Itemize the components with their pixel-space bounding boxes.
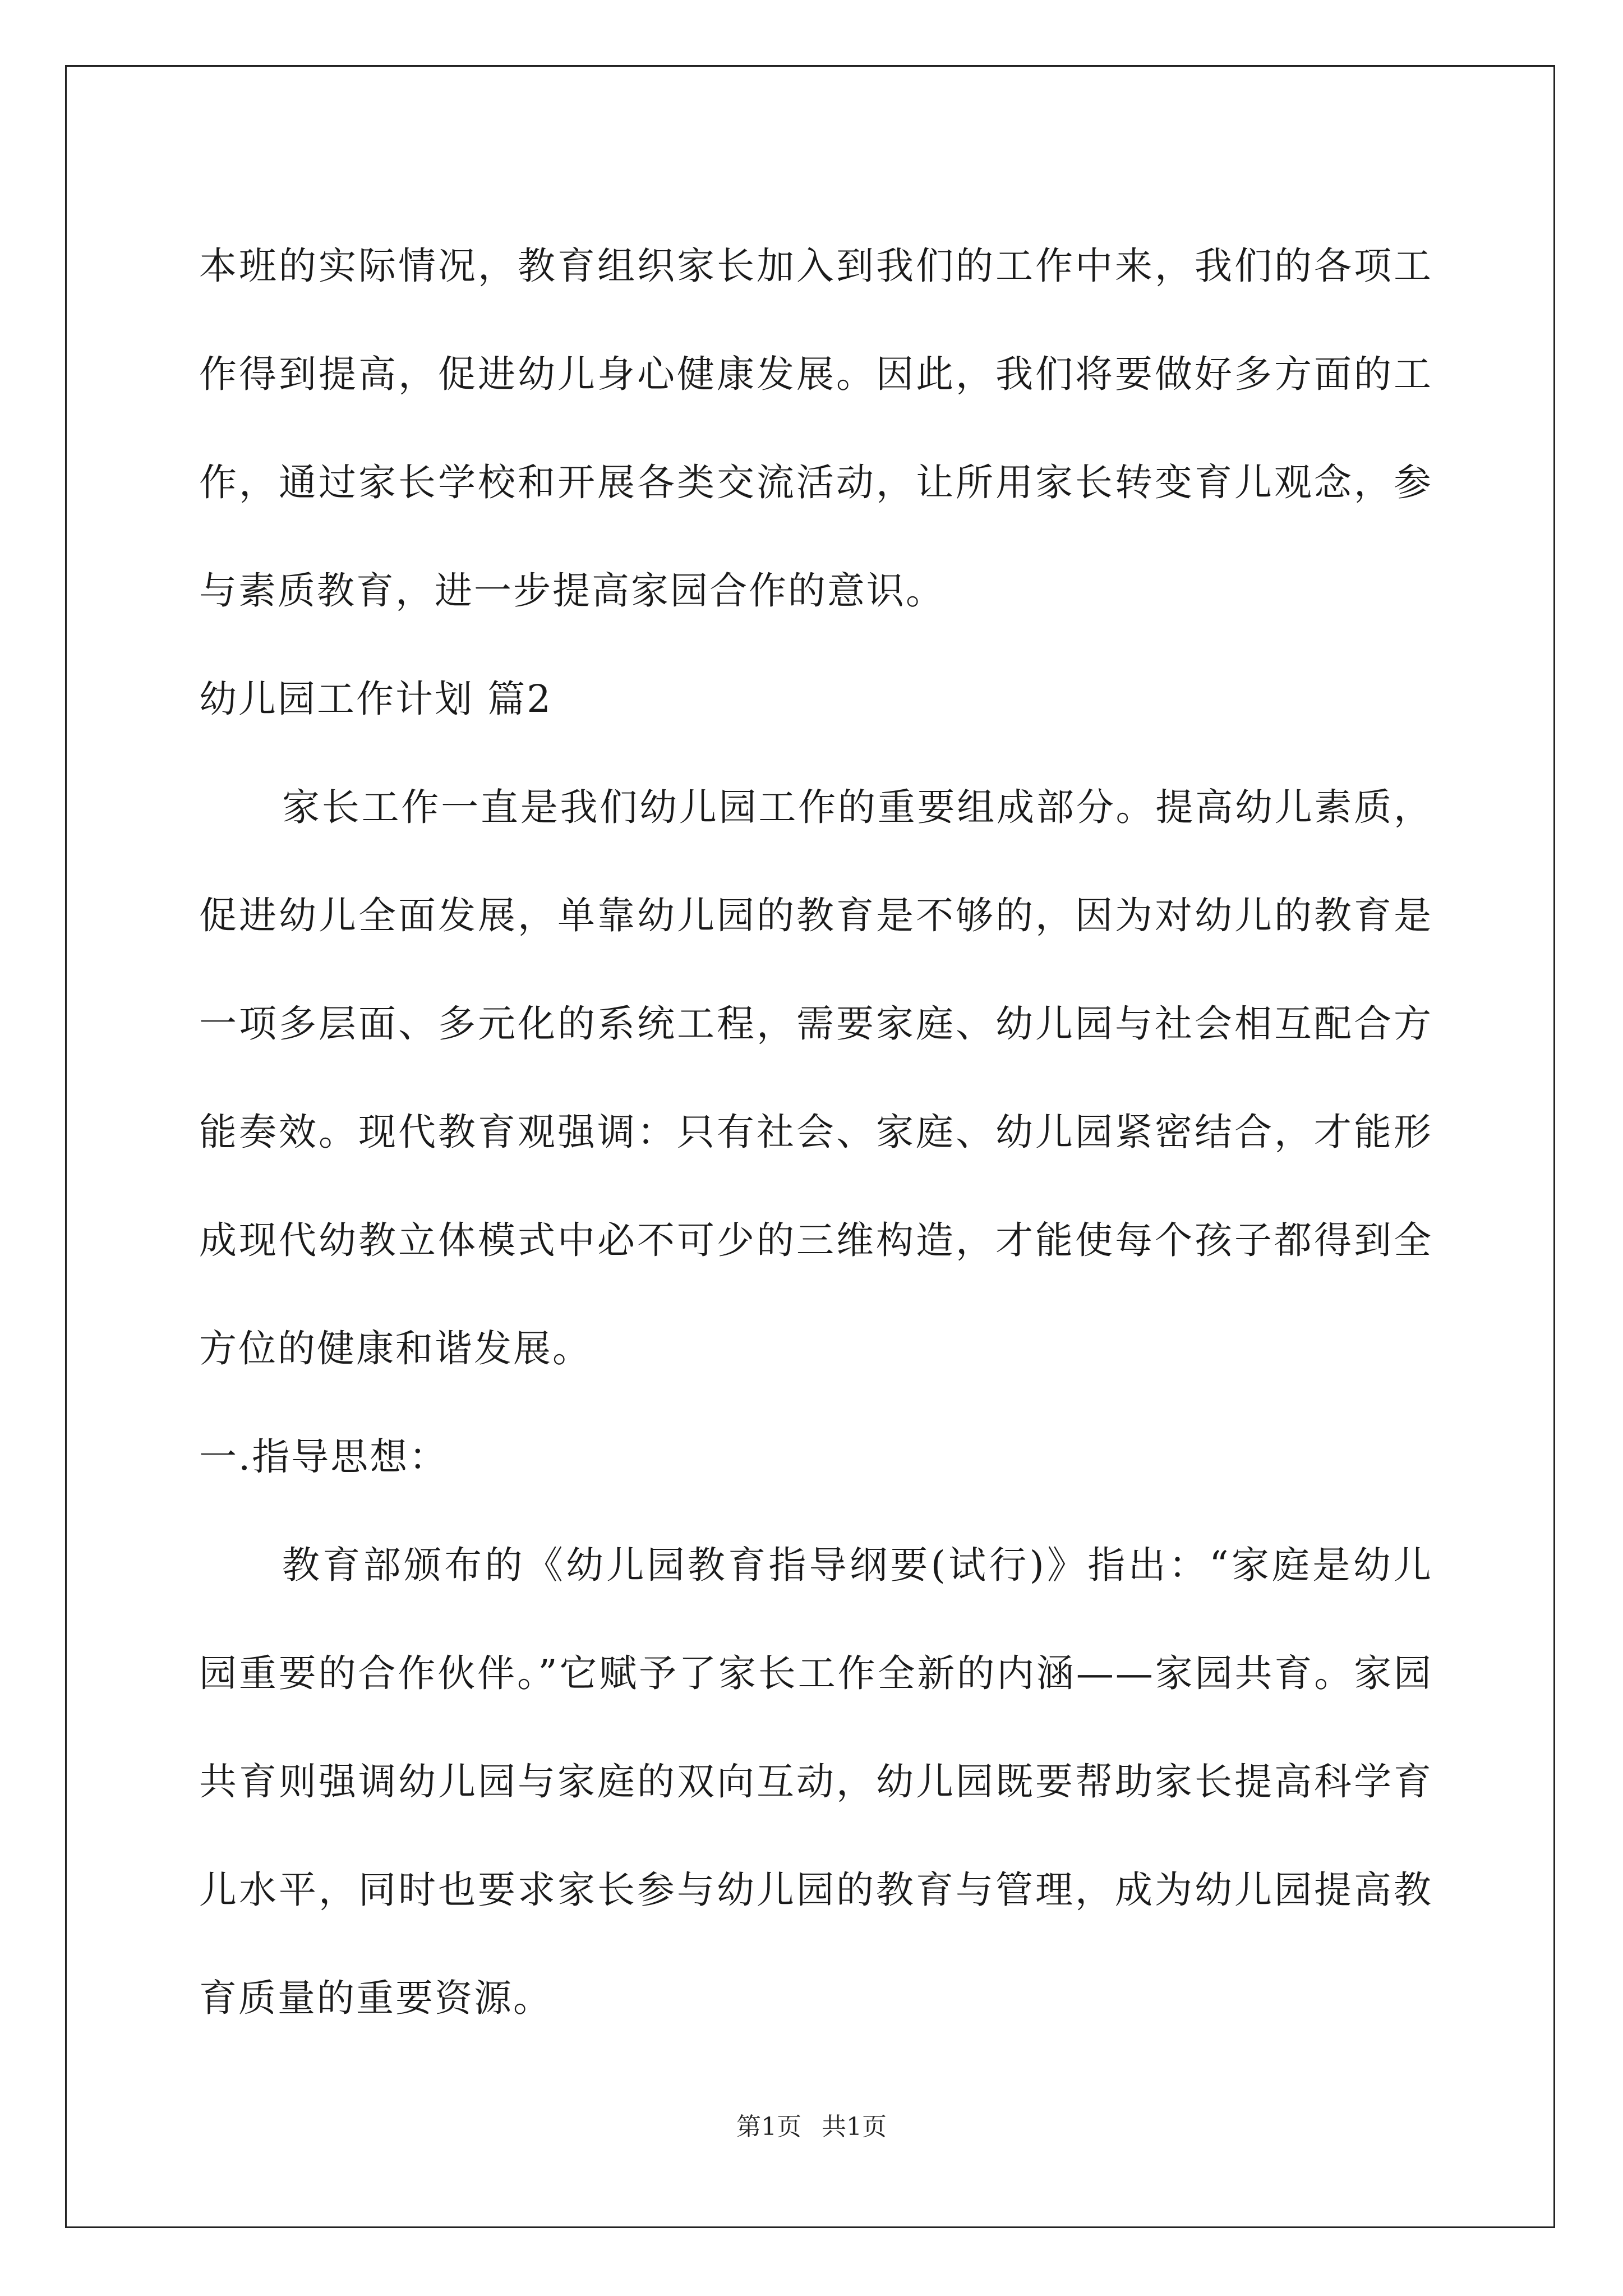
paragraph-parent-work: 家长工作一直是我们幼儿园工作的重要组成部分。提高幼儿素质，促进幼儿全面发展，单靠幼儿园的教育是不够的，因为对幼儿的教育是一项多层面、多元化的系统工程，需要家庭、幼儿园与社会相互配合方能奏效。现代教育观强调：只有社会、家庭、幼儿园紧密结合，才能形成现代幼教立体模式中必不可少的三维构造，才能使每个孩子都得到全方位的健康和谐发展。 <box>199 785 1433 1370</box>
subheading-guiding-thought: 一.指导思想： <box>199 1435 449 1479</box>
section-heading: 幼儿园工作计划 篇2 <box>199 677 552 721</box>
page-footer <box>0 2110 1623 2144</box>
page-number-total: 共1页 <box>822 2113 887 2141</box>
document-body <box>199 212 1433 2053</box>
page-number-current: 第1页 <box>736 2113 801 2141</box>
paragraph-guideline: 教育部颁布的《幼儿园教育指导纲要(试行)》指出：“家庭是幼儿园重要的合作伙伴。”它赋予了家长工作全新的内涵——家园共育。家园共育则强调幼儿园与家庭的双向互动，幼儿园既要帮助家长提高科学育儿水平，同时也要求家长参与幼儿园的教育与管理，成为幼儿园提高教育质量的重要资源。 <box>199 1543 1433 2020</box>
paragraph-intro: 本班的实际情况，教育组织家长加入到我们的工作中来，我们的各项工作得到提高，促进幼儿身心健康发展。因此，我们将要做好多方面的工作，通过家长学校和开展各类交流活动，让所用家长转变育儿观念，参与素质教育，进一步提高家园合作的意识。 <box>199 244 1433 613</box>
